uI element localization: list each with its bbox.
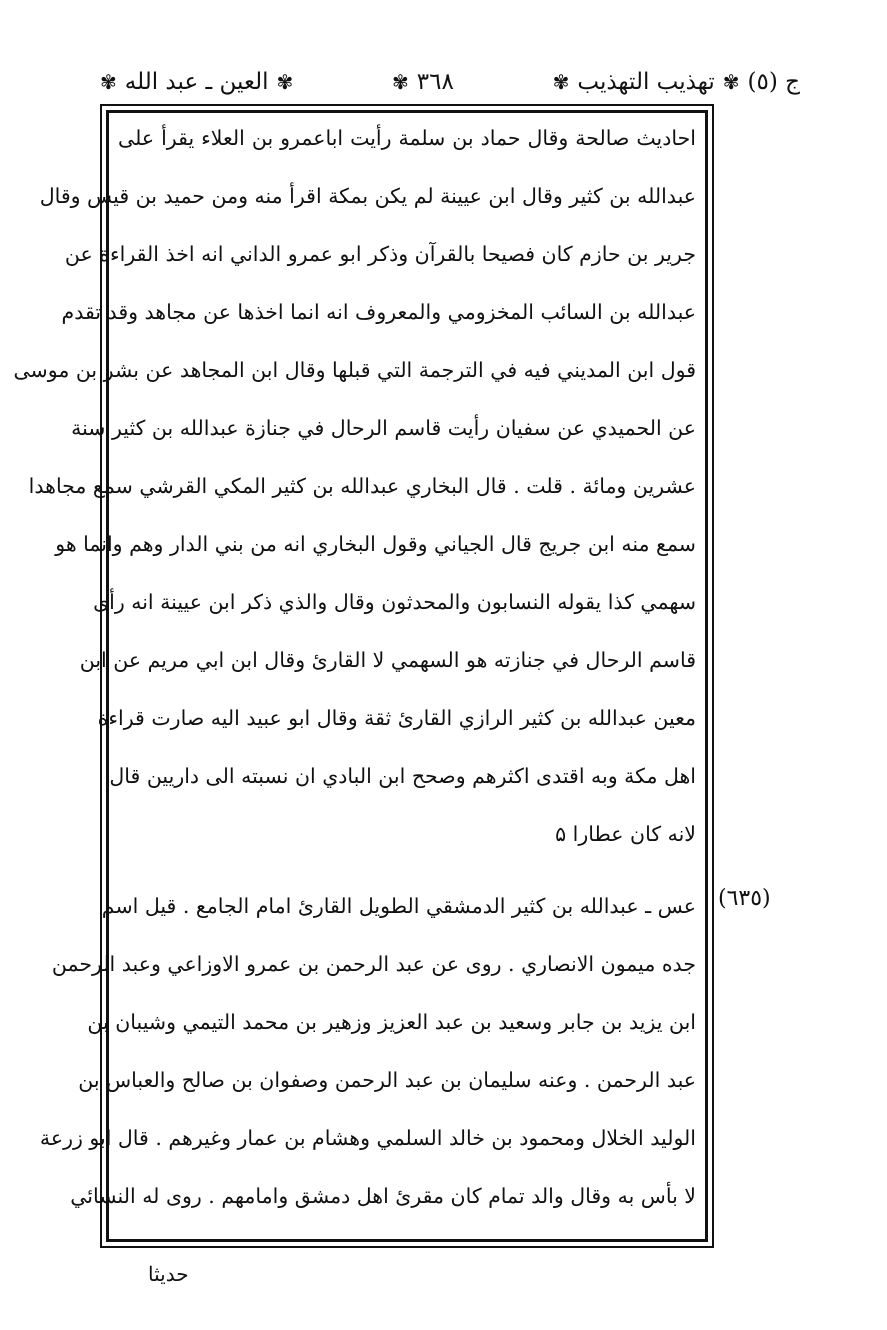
book-title: تهذيب التهذيب xyxy=(577,69,715,95)
header-volume-group xyxy=(553,69,800,95)
text-line: عشرين ومائة . قلت . قال البخاري عبدالله بن كثير المكي القرشي سمع مجاهدا xyxy=(28,474,696,498)
text-line: عبدالله بن السائب المخزومي والمعروف انه انما اخذها عن مجاهد وقد تقدم xyxy=(61,300,696,324)
text-line: سمع منه ابن جريج قال الجياني وقول البخاري انه من بني الدار وهم وانما هو xyxy=(55,532,696,556)
ornament-icon: ✾ xyxy=(392,70,409,94)
entry-heading-line: عس ـ عبدالله بن كثير الدمشقي الطويل القارئ امام الجامع . قيل اسم xyxy=(101,894,696,918)
text-line: سهمي كذا يقوله النسابون والمحدثون وقال والذي ذكر ابن عيينة انه رأى xyxy=(93,590,696,614)
text-line: عن الحميدي عن سفيان رأيت قاسم الرحال في جنازة عبدالله بن كثير سنة xyxy=(71,416,696,440)
text-line: قاسم الرحال في جنازته هو السهمي لا القارئ وقال ابن ابي مريم عن ابن xyxy=(79,648,696,672)
ornament-icon: ✾ xyxy=(100,70,117,94)
text-line: عبدالله بن كثير وقال ابن عيينة لم يكن بمكة اقرأ منه ومن حميد بن قيس وقال xyxy=(39,184,696,208)
section-title: العين ـ عبد الله xyxy=(124,69,269,95)
page-number: ٣٦٨ xyxy=(416,69,454,95)
text-line: معين عبدالله بن كثير الرازي القارئ ثقة وقال ابو عبيد اليه صارت قراءة xyxy=(97,706,696,730)
text-line: ابن يزيد بن جابر وسعيد بن عبد العزيز وزهير بن محمد التيمي وشيبان بن xyxy=(87,1010,696,1034)
header-section-group xyxy=(100,69,293,95)
text-line: الوليد الخلال ومحمود بن خالد السلمي وهشام بن عمار وغيرهم . قال ابو زرعة xyxy=(39,1126,696,1150)
text-line: جرير بن حازم كان فصيحا بالقرآن وذكر ابو عمرو الداني انه اخذ القراءة عن xyxy=(64,242,696,266)
ornament-icon: ✾ xyxy=(276,70,294,94)
ornament-icon: ✾ xyxy=(722,70,740,94)
page-header xyxy=(100,62,800,102)
text-line: جده ميمون الانصاري . روى عن عبد الرحمن بن عمرو الاوزاعي وعبد الرحمن xyxy=(51,952,696,976)
text-line: اهل مكة وبه اقتدى اكثرهم وصحح ابن البادي ان نسبته الى داريين قال xyxy=(109,764,696,788)
volume-label: ج (٥) xyxy=(747,69,800,95)
text-line: قول ابن المديني فيه في الترجمة التي قبلها وقال ابن المجاهد عن بشر بن موسى xyxy=(13,358,696,382)
ornament-icon: ✾ xyxy=(552,70,570,94)
catchword: حدیثا xyxy=(148,1262,189,1286)
header-page-group xyxy=(392,69,454,95)
text-line: لا بأس به وقال والد تمام كان مقرئ اهل دمشق وامامهم . روى له النسائي xyxy=(70,1184,696,1208)
text-line: لانه كان عطارا ۵ xyxy=(555,822,696,846)
entry-number: (٦٣٥) xyxy=(718,886,771,911)
text-line: احاديث صالحة وقال حماد بن سلمة رأيت اباعمرو بن العلاء يقرأ على xyxy=(118,126,696,150)
text-line: عبد الرحمن . وعنه سليمان بن عبد الرحمن وصفوان بن صالح والعباس بن xyxy=(78,1068,696,1092)
